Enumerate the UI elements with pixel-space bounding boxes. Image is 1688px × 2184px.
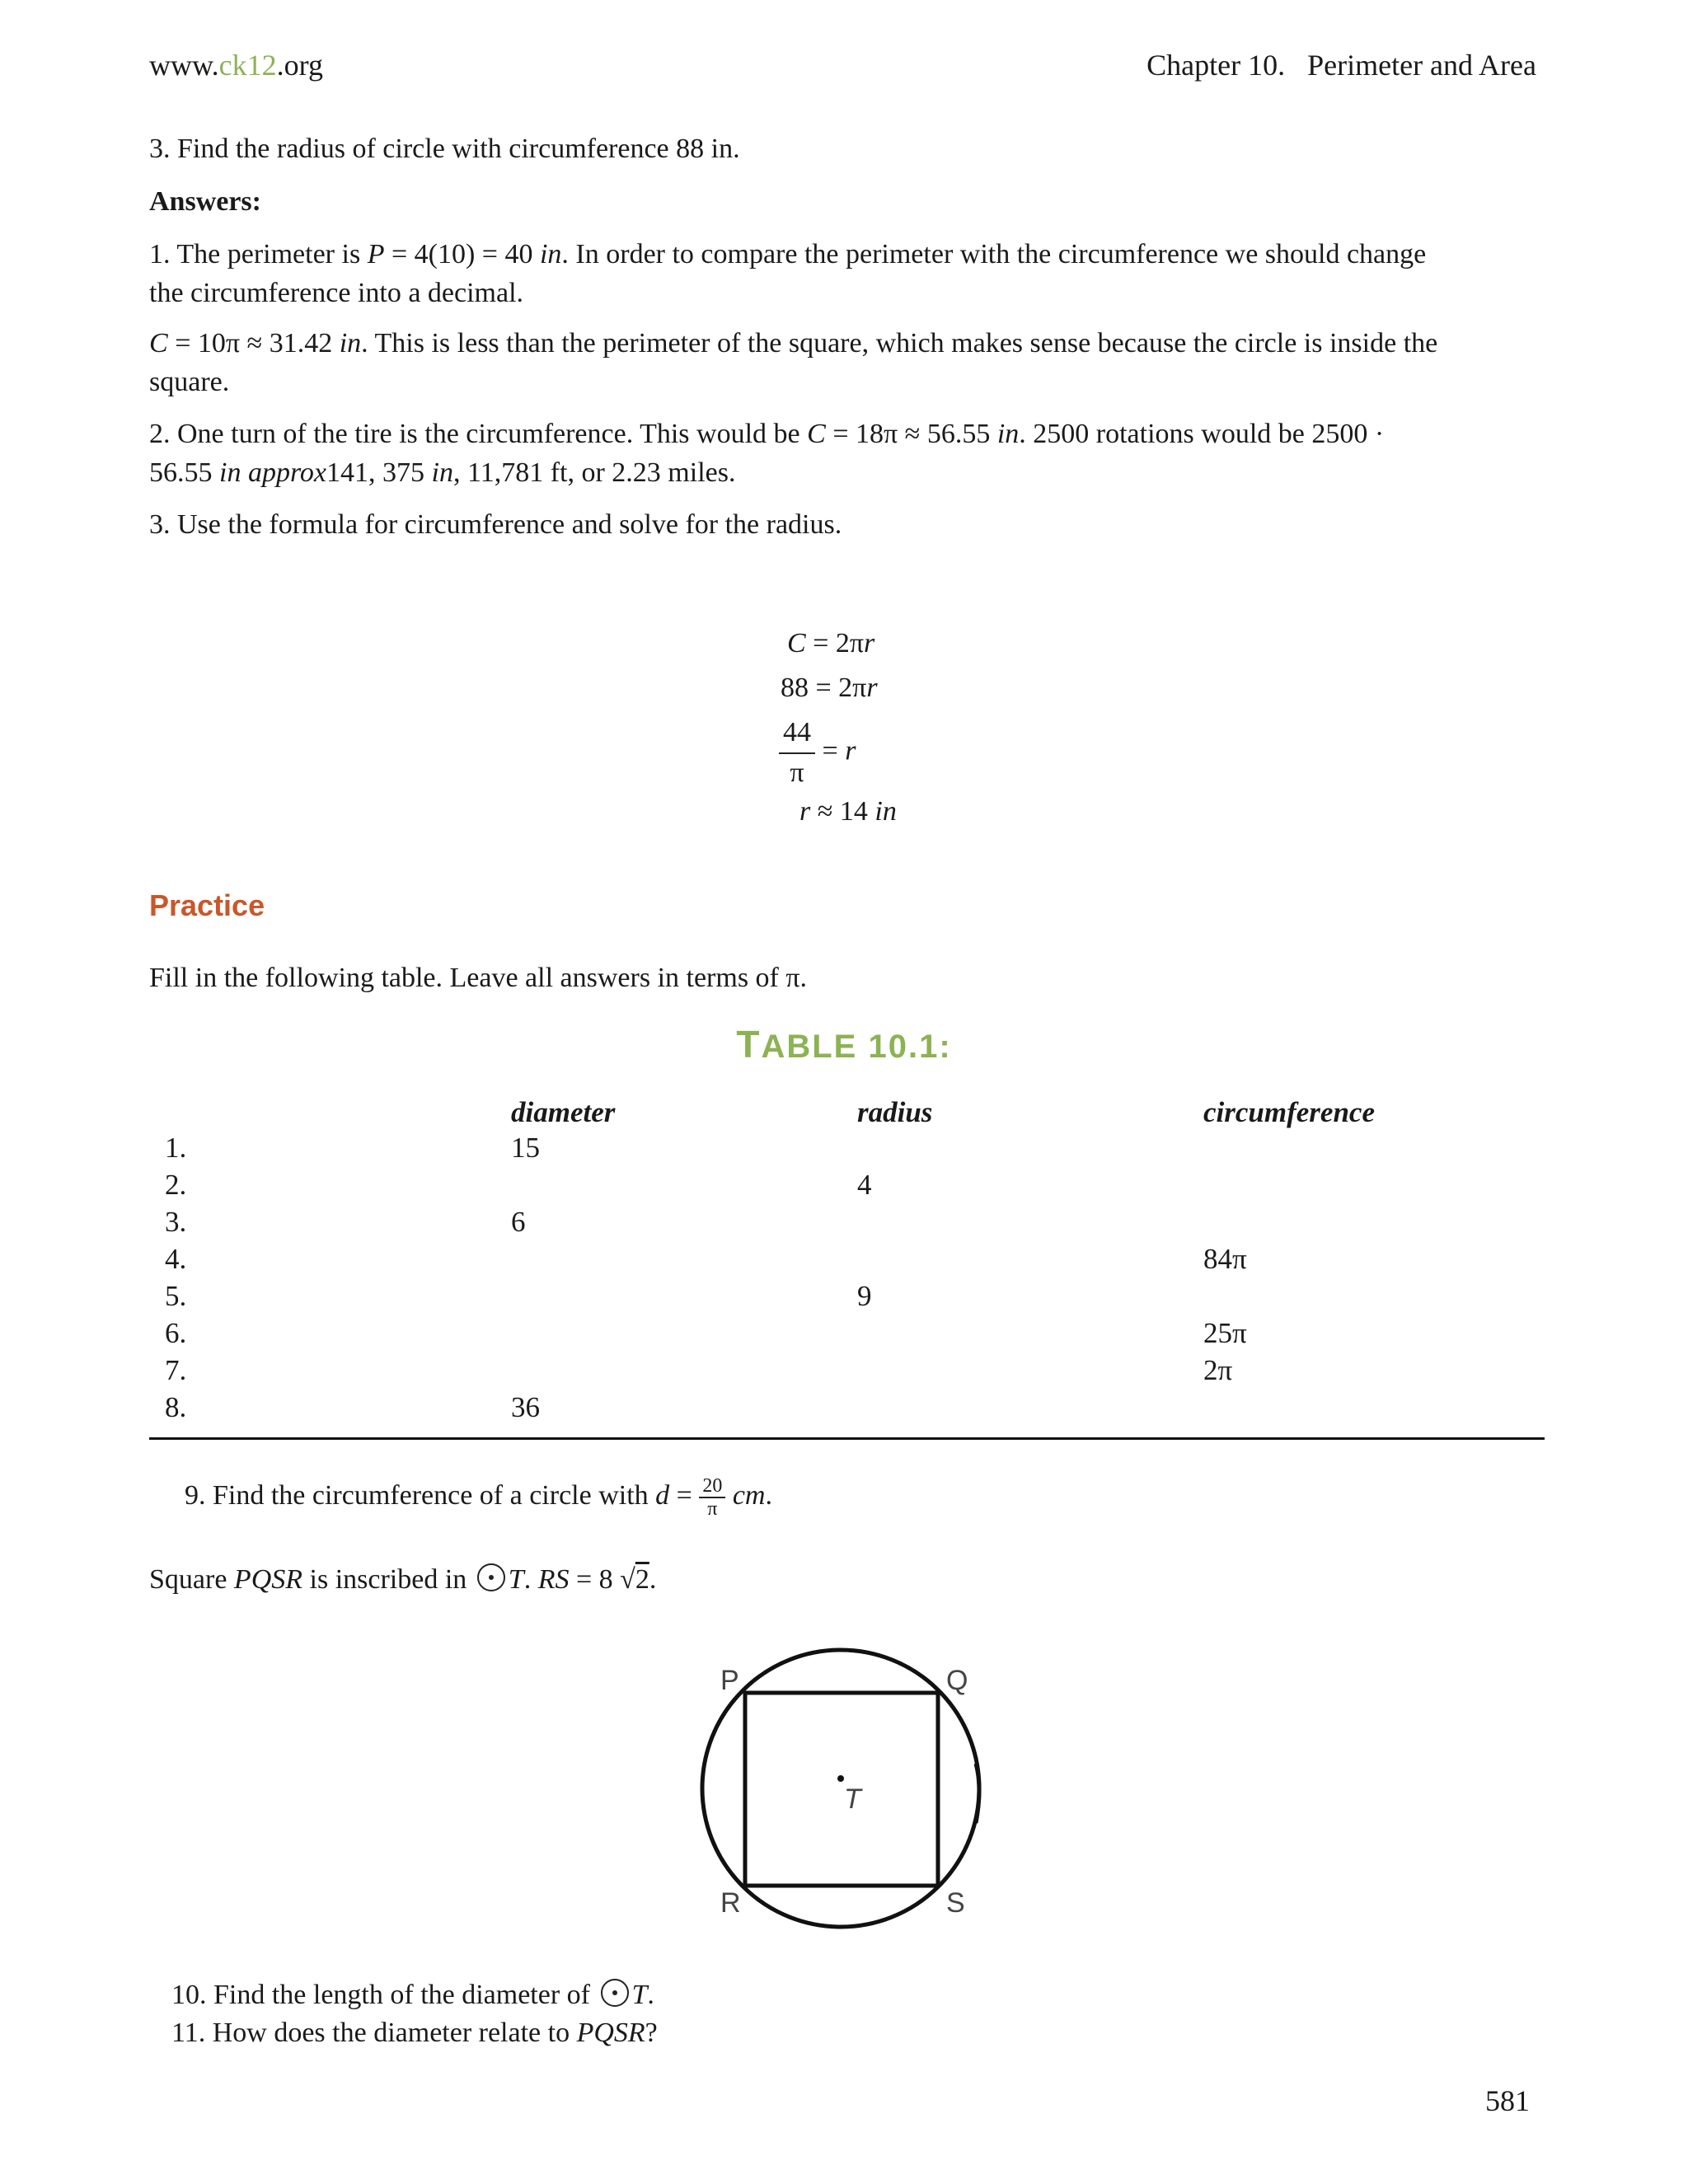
row-number: 5. bbox=[165, 1280, 187, 1312]
chapter-title: Chapter 10. Perimeter and Area bbox=[1146, 49, 1536, 82]
table-header-radius: radius bbox=[857, 1096, 933, 1128]
table-bottom-rule bbox=[149, 1437, 1545, 1440]
label-t: T bbox=[844, 1783, 861, 1815]
cell-circumference: 2π bbox=[1203, 1354, 1233, 1386]
label-s: S bbox=[946, 1887, 965, 1919]
equation-line-4: r ≈ 14 in bbox=[799, 796, 897, 827]
square-statement: Square PQSR is inscribed in T. RS = 8 √2. bbox=[149, 1564, 657, 1595]
square-pqsr bbox=[745, 1693, 938, 1886]
cell-diameter: 36 bbox=[511, 1391, 540, 1423]
row-number: 1. bbox=[165, 1132, 187, 1164]
row-number: 3. bbox=[165, 1206, 187, 1238]
cell-radius: 9 bbox=[857, 1280, 872, 1312]
cell-diameter: 6 bbox=[511, 1206, 526, 1238]
site-url-brand: ck12 bbox=[218, 49, 277, 82]
cell-circumference: 25π bbox=[1203, 1317, 1247, 1349]
table-header-diameter: diameter bbox=[511, 1096, 616, 1128]
circle-edge-mark bbox=[976, 1764, 979, 1823]
question-11: 11. How does the diameter relate to PQSR? bbox=[171, 2018, 658, 2048]
row-number: 8. bbox=[165, 1391, 187, 1423]
row-number: 4. bbox=[165, 1243, 187, 1275]
answer-1: 1. The perimeter is P = 4(10) = 40 in. In order to compare the perimeter with the circumference we should change the circumference into a decimal. bbox=[149, 239, 1427, 308]
center-point bbox=[837, 1775, 844, 1782]
cell-circumference: 84π bbox=[1203, 1243, 1247, 1275]
practice-heading: Practice bbox=[149, 888, 265, 922]
answer-3: 3. Use the formula for circumference and solve for the radius. bbox=[149, 509, 842, 540]
table-header-circumference: circumference bbox=[1203, 1096, 1375, 1128]
answers-heading: Answers: bbox=[149, 186, 261, 217]
equation-line-3: $\frac{44}{\pi}$ = r bbox=[779, 714, 856, 793]
inscribed-square-figure bbox=[684, 1640, 1014, 1937]
table-title: TABLE 10.1: bbox=[736, 1023, 952, 1066]
label-p: P bbox=[720, 1665, 739, 1696]
question-9: 9. Find the circumference of a circle with d = $\frac{20}{\pi}$ cm. bbox=[185, 1475, 772, 1521]
circle-dot-icon bbox=[477, 1563, 505, 1591]
row-number: 2. bbox=[165, 1169, 187, 1201]
row-number: 7. bbox=[165, 1354, 187, 1386]
cell-diameter: 15 bbox=[511, 1132, 540, 1164]
question-10: 10. Find the length of the diameter of T. bbox=[171, 1980, 654, 2010]
site-url[interactable] bbox=[149, 48, 323, 82]
label-r: R bbox=[720, 1887, 741, 1919]
intro-question: 3. Find the radius of circle with circumference 88 in. bbox=[149, 134, 740, 164]
cell-radius: 4 bbox=[857, 1169, 872, 1201]
equation-line-2: 88 = 2πr bbox=[781, 673, 878, 703]
site-url-suffix: .org bbox=[276, 49, 323, 82]
answer-1-continued: C = 10π ≈ 31.42 in. This is less than the perimeter of the square, which makes sense because the circle is inside the square. bbox=[149, 328, 1438, 397]
practice-intro: Fill in the following table. Leave all answers in terms of π. bbox=[149, 963, 808, 993]
row-number: 6. bbox=[165, 1317, 187, 1349]
equation-line-1: C = 2πr bbox=[787, 628, 875, 658]
answer-2: 2. One turn of the tire is the circumference. This would be C = 18π ≈ 56.55 in. 2500 rotations would be 2500 · 56.55 in approx141, 375 in, 11,781 ft, or 2.23 miles. bbox=[149, 419, 1385, 488]
site-url-prefix: www. bbox=[149, 49, 219, 82]
page-number: 581 bbox=[1485, 2084, 1530, 2117]
label-q: Q bbox=[946, 1665, 968, 1696]
circle-dot-icon bbox=[601, 1979, 629, 2007]
